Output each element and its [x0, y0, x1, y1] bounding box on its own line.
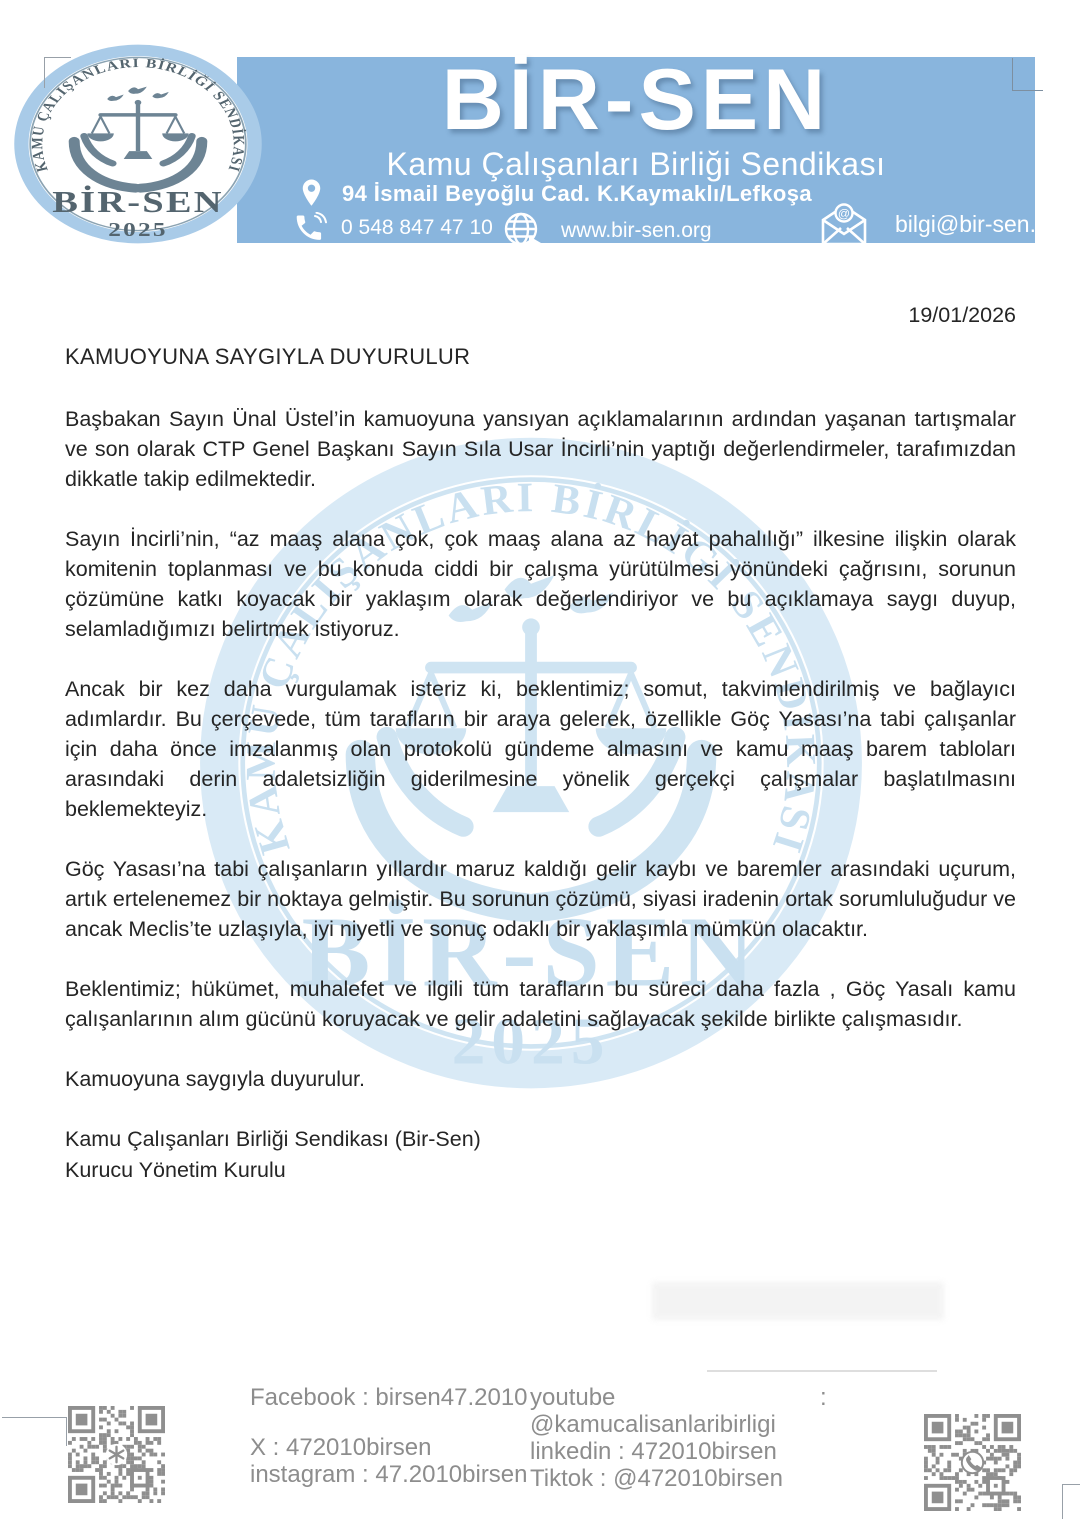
crop-mark-bottom-right	[1062, 1484, 1080, 1519]
paragraph: Beklentimiz; hükümet, muhalefet ve ilgili tüm tarafların bu süreci daha fazla , Göç Yasalı kamu çalışanlarının alım gücünü koruyacak ve gelir adaletini sağlayacak şekilde birlikte çalışmasıdır.	[65, 977, 1016, 1031]
signature-board: Kurucu Yönetim Kurulu	[65, 1158, 286, 1182]
paragraph: Sayın İncirli’nin, “az maaş alana çok, çok maaş alana az hayat pahalılığı” ilkesine ilişkin olarak komitenin toplanması ve bu konuda ciddi bir çalışma yürütülmesi yönündeki çağrısını, sorunun çözümüne katkı koyacak bir yaklaşım olarak değerlendiriyor ve bu açıklamaya saygı duyup, selamladığımızı belirtmek istiyoruz.	[65, 527, 1016, 641]
letter-title: KAMUOYUNA SAYGIYLA DUYURULUR	[65, 344, 471, 369]
address-row	[301, 179, 812, 208]
website-url: www.bir-sen.org	[561, 219, 712, 242]
location-pin-icon	[301, 179, 322, 208]
organization-name: Kamu Çalışanları Birliği Sendikası	[386, 146, 886, 182]
crop-mark-top-left	[44, 57, 71, 88]
letter-date: 19/01/2026	[908, 303, 1016, 327]
phone-number: 0 548 847 47 10	[341, 216, 493, 239]
signature-organization: Kamu Çalışanları Birliği Sendikası (Bir-Sen)	[65, 1127, 481, 1151]
brand-title: BİR-SEN	[441, 52, 831, 148]
stray-colon: :	[820, 1384, 827, 1411]
social-links-left	[250, 1384, 528, 1488]
tiktok-handle: Tiktok : @472010birsen	[530, 1465, 783, 1492]
svg-text:@: @	[837, 206, 851, 221]
closing-line: Kamuoyuna saygıyla duyurulur.	[65, 1067, 365, 1091]
letter-body	[65, 300, 1016, 1186]
youtube-label: youtube	[530, 1384, 616, 1411]
phone-icon	[293, 212, 327, 244]
erased-area-artifact	[652, 1282, 944, 1320]
contact-row	[287, 206, 1070, 248]
paragraph: Ancak bir kez daha vurgulamak isteriz ki, beklentimiz; somut, takvimlendirilmiş ve bağlayıcı adımlardır. Bu çerçevede, tüm tarafların bir araya gelerek, özellikle Göç Yasası’na tabi çalışanlar için daha önce imzalanmış olan protokolü gündeme almasını ve kamu maaş barem tabloları arasındaki derin adaletsizliğin giderilmesine yönelik gerçekçi çalışmalar başlatılmasını beklemekteyiz.	[65, 677, 1016, 821]
paragraph: Göç Yasası’na tabi çalışanların yıllardır maruz kaldığı gelir kaybı ve baremler arasındaki uçurum, artık ertelenemez bir noktaya gelmiştir. Bu sorunun çözümü, siyasi iradenin ortak sorumluluğudur ve ancak Meclis’te uzlaşıyla, iyi niyetli ve sonuç odaklı bir yaklaşımla mümkün olacaktır.	[65, 857, 1016, 941]
email-item	[817, 200, 1069, 248]
youtube-handle: @kamucalisanlaribirligi	[530, 1411, 776, 1438]
header-banner	[237, 52, 1070, 243]
qr-code-left	[68, 1406, 165, 1503]
crop-mark-top-right	[1012, 58, 1043, 91]
instagram-handle: instagram : 47.2010birsen	[250, 1461, 528, 1488]
globe-icon	[499, 210, 547, 252]
phone-item	[293, 212, 493, 244]
linkedin-handle: linkedin : 472010birsen	[530, 1438, 777, 1465]
facebook-handle: Facebook : birsen47.2010	[250, 1384, 528, 1411]
faint-separator-line	[707, 1370, 937, 1372]
email-address: bilgi@bir-sen.org	[895, 210, 1070, 237]
address-text: 94 İsmail Beyoğlu Cad. K.Kaymaklı/Lefkoşa	[342, 180, 813, 206]
x-handle: X : 472010birsen	[250, 1434, 432, 1461]
qr-code-whatsapp	[924, 1414, 1021, 1511]
envelope-icon	[817, 200, 871, 248]
website-item	[499, 210, 712, 252]
crop-mark-bottom-left	[2, 1417, 67, 1446]
social-links-right	[530, 1384, 783, 1492]
paragraph: Başbakan Sayın Ünal Üstel’in kamuoyuna yansıyan açıklamalarının ardından yaşanan tartışmalar ve son olarak CTP Genel Başkanı Sayın Sıla Usar İncirli’nin yaptığı değerlendirmeler, tarafımızdan dikkatle takip edilmektedir.	[65, 407, 1016, 491]
